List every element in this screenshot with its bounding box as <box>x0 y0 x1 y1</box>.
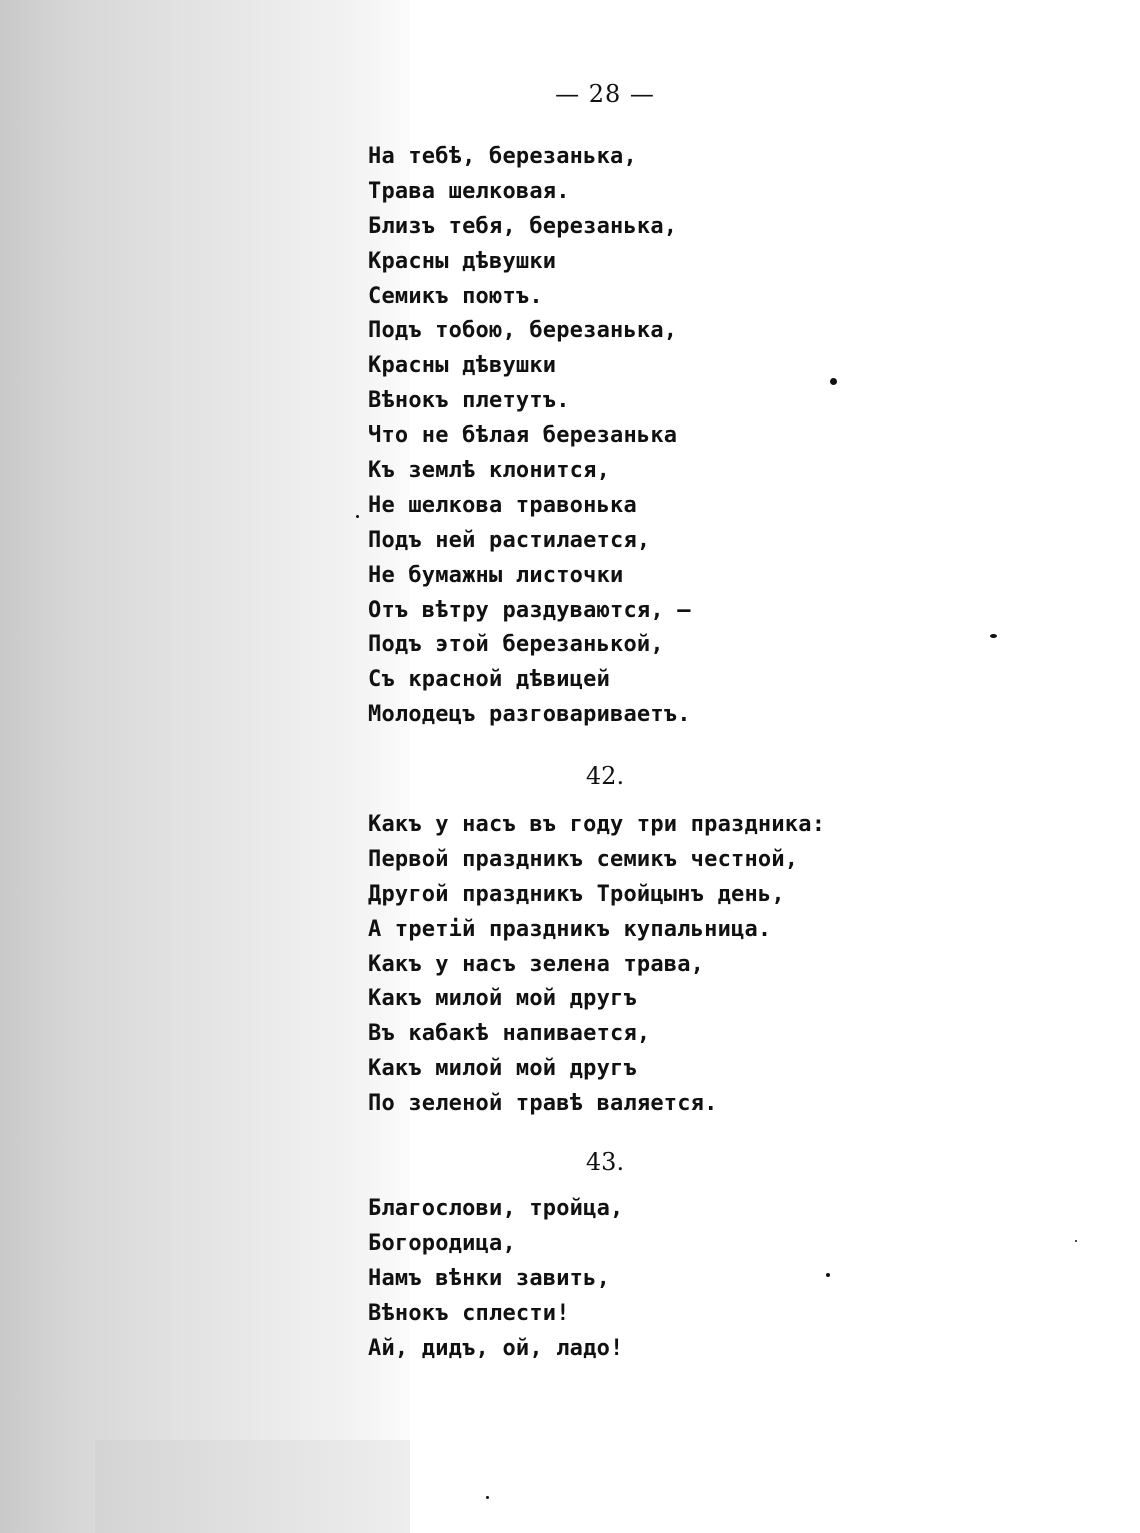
verse-line: Красны дѣвушки <box>368 353 557 379</box>
verse-line: По зеленой травѣ валяется. <box>368 1091 718 1117</box>
verse-line: Близъ тебя, березанька, <box>368 213 678 239</box>
poem-43-verse <box>368 1192 623 1366</box>
verse-line: Семикъ поютъ. <box>368 283 543 309</box>
verse-line: А третій праздникъ купальница. <box>368 916 772 942</box>
verse-line: Къ землѣ клонится, <box>368 458 611 484</box>
verse-line: Первой праздникъ семикъ честной, <box>368 846 799 872</box>
verse-line: Другой праздникъ Тройцынъ день, <box>368 881 785 907</box>
verse-line: Отъ вѣтру раздуваются, — <box>368 597 691 623</box>
verse-line: Какъ милой мой другъ <box>368 1056 637 1082</box>
verse-line: Ай, дидъ, ой, ладо! <box>368 1335 624 1361</box>
verse-line: Подъ ней растилается, <box>368 527 651 553</box>
verse-line: Молодецъ разговариваетъ. <box>368 702 691 728</box>
verse-line: Вѣнокъ плетутъ. <box>368 388 570 414</box>
scan-speck <box>1075 1240 1077 1242</box>
verse-line: Подъ этой березанькой, <box>368 632 664 658</box>
scan-speck <box>486 1496 489 1499</box>
verse-line: Не бумажны листочки <box>368 562 624 588</box>
verse-line: Вѣнокъ сплести! <box>368 1300 570 1326</box>
verse-line: Подъ тобою, березанька, <box>368 318 678 344</box>
scan-speck <box>826 1273 830 1277</box>
page-number: — 28 — <box>555 80 655 108</box>
scan-page-fold <box>95 1440 410 1533</box>
verse-line: Какъ у насъ зелена трава, <box>368 951 705 977</box>
verse-line: Въ кабакѣ напивается, <box>368 1021 651 1047</box>
verse-line: Богородица, <box>368 1230 516 1256</box>
scan-speck <box>356 515 359 518</box>
verse-line: Съ красной дѣвицей <box>368 667 611 693</box>
poem-42-verse <box>368 808 825 1122</box>
verse-line: На тебѣ, березанька, <box>368 144 637 169</box>
poem-43-number: 43. <box>585 1148 625 1176</box>
poem-42-number: 42. <box>585 762 625 790</box>
scan-speck <box>830 378 837 385</box>
verse-line: Какъ у насъ въ году три праздника: <box>368 812 826 837</box>
verse-line: Благослови, тройца, <box>368 1196 624 1221</box>
verse-line: Какъ милой мой другъ <box>368 986 637 1012</box>
poem-41-verse <box>368 140 691 733</box>
verse-line: Что не бѣлая березанька <box>368 423 678 449</box>
verse-line: Намъ вѣнки завить, <box>368 1265 611 1291</box>
verse-line: Трава шелковая. <box>368 178 570 204</box>
scan-speck <box>990 634 997 638</box>
verse-line: Красны дѣвушки <box>368 248 557 274</box>
verse-line: Не шелкова травонька <box>368 492 637 518</box>
